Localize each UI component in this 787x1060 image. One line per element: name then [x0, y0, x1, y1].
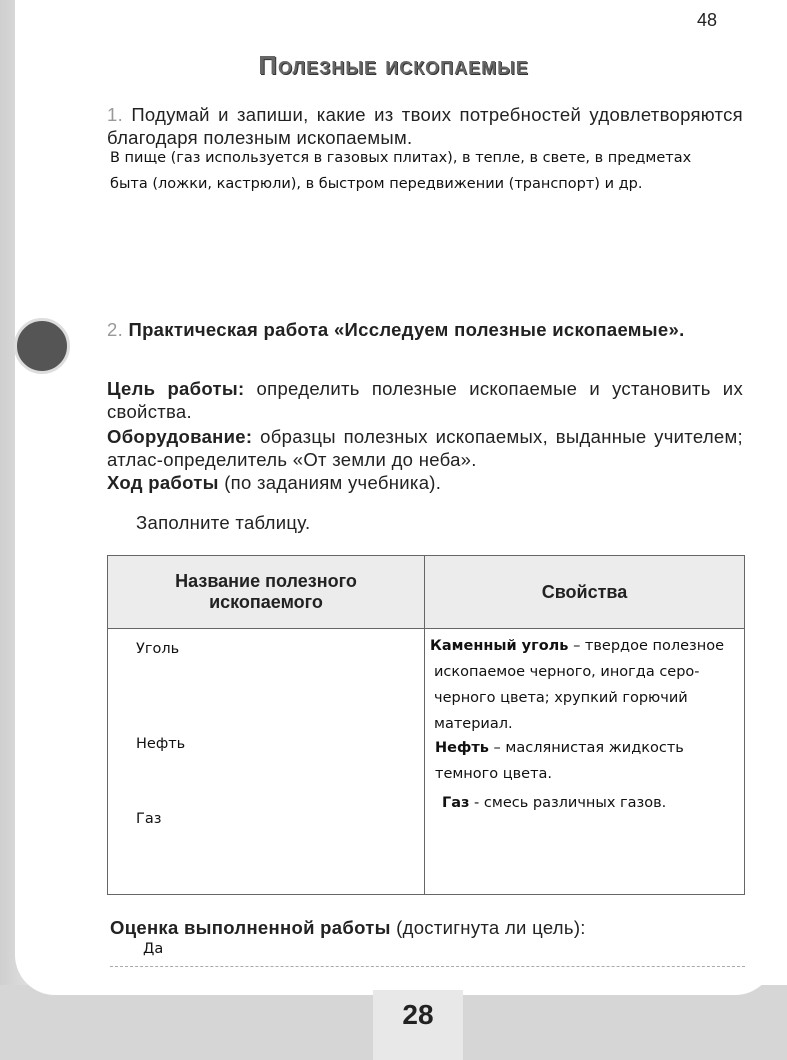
equipment-text: образцы полезных ископаемых, выданные учителем; атлас-определитель «От земли до неба».	[107, 426, 743, 470]
equipment	[107, 425, 743, 471]
evaluation	[110, 916, 740, 939]
property-coal-text: – твердое полезное ископаемое черного, иногда серо-черного цвета; хрупкий горючий материал.	[434, 638, 725, 732]
procedure	[107, 471, 441, 494]
property-gas-label: Газ	[442, 795, 470, 811]
page-title: Полезные ископаемые	[258, 50, 529, 80]
evaluation-label: Оценка выполненной работы	[110, 917, 391, 938]
property-oil	[435, 735, 735, 787]
goal-label: Цель работы:	[107, 378, 245, 399]
globe-icon	[14, 318, 70, 374]
property-coal	[430, 633, 734, 737]
header-name: Название полезного ископаемого	[175, 571, 357, 612]
header-properties: Свойства	[541, 581, 628, 602]
evaluation-answer: Да	[143, 941, 164, 957]
mineral-name: Нефть	[136, 736, 186, 752]
minerals-table	[107, 555, 745, 895]
task1-text: Подумай и запиши, какие из твоих потребностей удовлетворяются благодаря полезным ископаемым.	[107, 104, 743, 148]
task2-title	[107, 318, 743, 341]
goal	[107, 377, 743, 423]
property-oil-label: Нефть	[435, 740, 489, 756]
page-number-top: 48	[697, 10, 718, 30]
evaluation-text: (достигнута ли цель):	[396, 917, 586, 938]
page-number-bottom: 28	[373, 990, 463, 1060]
task1-answer-line1: В пище (газ используется в газовых плитах), в тепле, в свете, в предметах	[110, 150, 692, 166]
equipment-label: Оборудование:	[107, 426, 253, 447]
property-coal-label: Каменный уголь	[430, 638, 569, 654]
goal-text: определить полезные ископаемые и установить их свойства.	[107, 378, 743, 422]
task1-number: 1.	[107, 104, 124, 125]
procedure-text: (по заданиям учебника).	[224, 472, 442, 493]
table-instruction: Заполните таблицу.	[136, 512, 311, 533]
property-gas-text: - смесь различных газов.	[469, 795, 667, 811]
names-cell	[108, 629, 425, 895]
answer-line	[110, 966, 745, 967]
mineral-name: Газ	[136, 811, 162, 827]
properties-cell	[425, 629, 745, 895]
property-gas	[442, 795, 666, 811]
property-oil-text: – маслянистая жидкость темного цвета.	[435, 740, 684, 782]
task2-title-text: Практическая работа «Исследуем полезные ископаемые».	[128, 319, 685, 340]
task2-number: 2.	[107, 319, 124, 340]
procedure-label: Ход работы	[107, 472, 219, 493]
task1-answer-line2: быта (ложки, кастрюли), в быстром передвижении (транспорт) и др.	[110, 176, 643, 192]
mineral-name: Уголь	[136, 641, 180, 657]
task1-prompt	[107, 103, 743, 149]
